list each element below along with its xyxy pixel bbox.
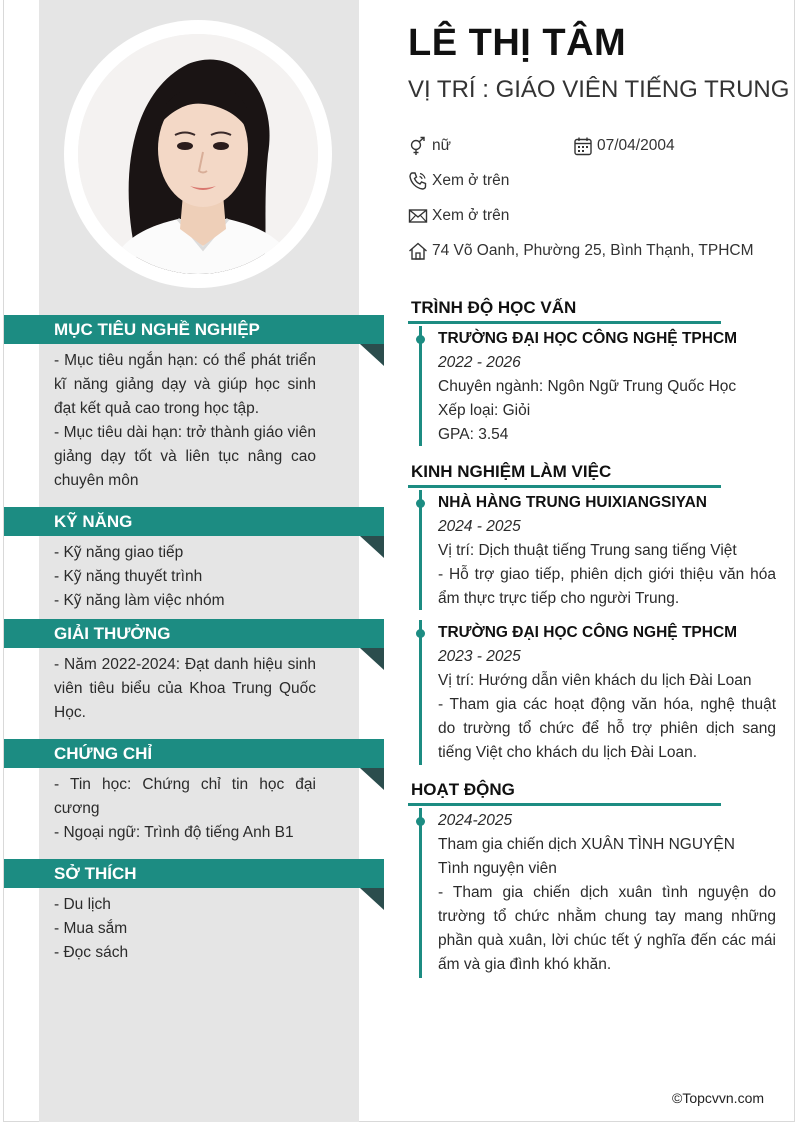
skill-item: - Kỹ năng làm việc nhóm	[54, 592, 225, 609]
avatar	[64, 20, 332, 288]
certificate-item: - Ngoại ngữ: Trình độ tiếng Anh B1	[54, 824, 294, 841]
section-experience-title: KINH NGHIỆM LÀM VIỆC	[411, 462, 612, 481]
section-education-title: TRÌNH ĐỘ HỌC VẤN	[411, 298, 577, 317]
timeline-dot	[416, 629, 425, 638]
section-hobbies-header	[4, 859, 384, 888]
timeline-line	[419, 490, 422, 610]
ribbon-fold	[360, 344, 384, 366]
ribbon-fold	[360, 536, 384, 558]
experience-entry	[438, 621, 776, 765]
candidate-name: LÊ THỊ TÂM	[408, 22, 627, 64]
birthdate-row	[573, 135, 675, 157]
profile-photo	[78, 34, 318, 274]
award-item: - Năm 2022-2024: Đạt danh hiệu sinh viên tiêu biểu của Khoa Trung Quốc Học.	[54, 656, 316, 721]
experience-description: - Hỗ trợ giao tiếp, phiên dịch giới thiệu văn hóa ẩm thực trực tiếp cho người Trung.	[438, 566, 776, 607]
ribbon-fold	[360, 888, 384, 910]
skill-item: - Kỹ năng thuyết trình	[54, 568, 203, 585]
experience-role: Vị trí: Dịch thuật tiếng Trung sang tiếng Việt	[438, 542, 737, 559]
gender-value: nữ	[432, 137, 451, 154]
phone-icon	[408, 171, 428, 191]
portrait-illustration	[78, 34, 318, 274]
email-value: Xem ở trên	[432, 207, 510, 224]
timeline-line	[419, 808, 422, 978]
section-objective-title: MỤC TIÊU NGHỀ NGHIỆP	[54, 320, 260, 339]
envelope-icon	[408, 206, 428, 226]
activity-period: 2024-2025	[438, 812, 513, 829]
education-org: TRƯỜNG ĐẠI HỌC CÔNG NGHỆ TPHCM	[438, 330, 738, 347]
phone-value: Xem ở trên	[432, 172, 510, 189]
footer-copyright: ©Topcvvn.com	[672, 1090, 765, 1106]
timeline-dot	[416, 817, 425, 826]
timeline-dot	[416, 499, 425, 508]
education-major: Chuyên ngành: Ngôn Ngữ Trung Quốc Học	[438, 378, 737, 395]
section-divider	[408, 321, 721, 324]
timeline-line	[419, 326, 422, 446]
section-hobbies-title: SỞ THÍCH	[54, 864, 137, 883]
section-awards-title: GIẢI THƯỞNG	[54, 624, 171, 643]
phone-row	[408, 170, 509, 192]
candidate-position: VỊ TRÍ : GIÁO VIÊN TIẾNG TRUNG	[408, 76, 790, 103]
certificate-item: - Tin học: Chứng chỉ tin học đại cương	[54, 776, 316, 817]
ribbon-fold	[360, 768, 384, 790]
timeline-line	[419, 620, 422, 765]
certificates-content	[54, 773, 316, 845]
email-row	[408, 205, 509, 227]
experience-org: TRƯỜNG ĐẠI HỌC CÔNG NGHỆ TPHCM	[438, 624, 738, 641]
experience-period: 2023 - 2025	[438, 648, 521, 665]
experience-org: NHÀ HÀNG TRUNG HUIXIANGSIYAN	[438, 494, 707, 511]
ribbon-fold	[360, 648, 384, 670]
section-certificates-header	[4, 739, 384, 768]
objective-short-term: - Mục tiêu ngắn hạn: có thể phát triển kĩ năng giảng dạy và giúp học sinh đạt kết quả cao trong học tập.	[54, 352, 316, 417]
timeline-dot	[416, 335, 425, 344]
section-divider	[408, 803, 721, 806]
activity-name: Tham gia chiến dịch XUÂN TÌNH NGUYỆN	[438, 836, 735, 853]
section-certificates-title: CHỨNG CHỈ	[54, 744, 153, 763]
skills-content	[54, 541, 316, 613]
experience-role: Vị trí: Hướng dẫn viên khách du lịch Đài Loan	[438, 672, 752, 689]
experience-entry	[438, 491, 776, 611]
hobby-item: - Du lịch	[54, 896, 111, 913]
objective-long-term: - Mục tiêu dài hạn: trở thành giáo viên giảng dạy tốt và liên tục nâng cao chuyên môn	[54, 424, 316, 489]
home-icon	[408, 241, 428, 261]
gender-icon	[408, 136, 428, 156]
calendar-icon	[573, 136, 593, 156]
education-gpa: GPA: 3.54	[438, 426, 509, 443]
activity-description: - Tham gia chiến dịch xuân tình nguyện do trường tổ chức nhằm chung tay mang những phần quà xuân, lời chúc tết ý nghĩa đến các mái ấm và gia đình khó khăn.	[438, 884, 776, 973]
awards-content	[54, 653, 316, 725]
section-divider	[408, 485, 721, 488]
skill-item: - Kỹ năng giao tiếp	[54, 544, 184, 561]
section-activities-title: HOẠT ĐỘNG	[411, 780, 515, 799]
section-awards-header	[4, 619, 384, 648]
education-rank: Xếp loại: Giỏi	[438, 402, 531, 419]
activity-role: Tình nguyện viên	[438, 860, 557, 877]
address-value: 74 Võ Oanh, Phường 25, Bình Thạnh, TPHCM	[432, 242, 754, 259]
section-skills-header	[4, 507, 384, 536]
gender-row	[408, 135, 451, 157]
hobbies-content	[54, 893, 316, 965]
education-period: 2022 - 2026	[438, 354, 521, 371]
activity-entry	[438, 809, 776, 977]
education-entry	[438, 327, 776, 447]
hobby-item: - Mua sắm	[54, 920, 128, 937]
experience-description: - Tham gia các hoạt động văn hóa, nghệ thuật do trường tổ chức để hỗ trợ phiên dịch sang tiếng Việt cho khách du lịch Đài Loan.	[438, 696, 776, 761]
experience-period: 2024 - 2025	[438, 518, 521, 535]
hobby-item: - Đọc sách	[54, 944, 129, 961]
birthdate-value: 07/04/2004	[597, 137, 675, 154]
section-skills-title: KỸ NĂNG	[54, 512, 133, 531]
section-objective-header	[4, 315, 384, 344]
objective-content	[54, 349, 316, 493]
address-row	[408, 240, 754, 262]
